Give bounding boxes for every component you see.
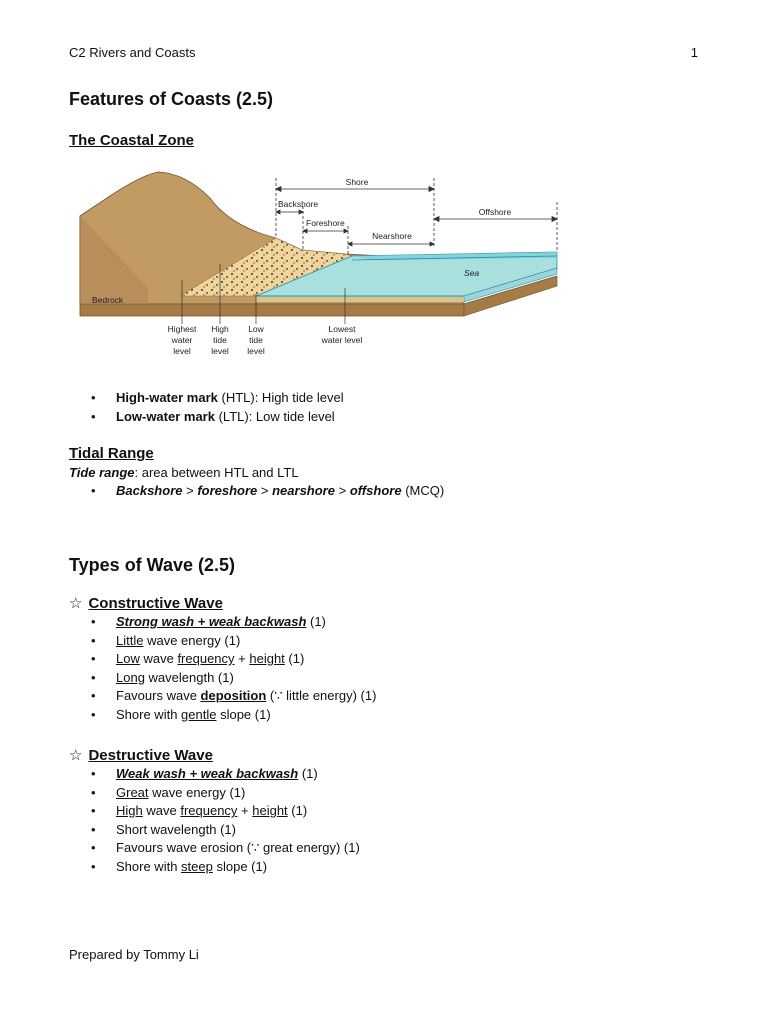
list-item: • Long wavelength (1) [69, 669, 376, 688]
destructive-wave-list [69, 765, 360, 877]
tide-range-definition: Tide range: area between HTL and LTL [69, 465, 299, 480]
level-high-tide-line2: tide [213, 335, 227, 345]
subtitle-constructive-wave: ☆ Constructive Wave [69, 595, 223, 612]
list-item: • High-water mark (HTL): High tide level [69, 389, 344, 408]
star-icon: ☆ [69, 595, 83, 612]
level-high-tide-line1: High [211, 324, 229, 334]
level-high-tide-line3: level [211, 346, 229, 356]
water-mark-list [69, 389, 344, 426]
tidal-order-list [69, 482, 444, 501]
label-offshore: Offshore [478, 207, 512, 217]
label-nearshore: Nearshore [372, 231, 412, 241]
level-highest-water-line2: water [171, 335, 193, 345]
level-lowest-water-line1: Lowest [328, 324, 356, 334]
list-item: • High wave frequency + height (1) [69, 802, 360, 821]
list-item: • Low-water mark (LTL): Low tide level [69, 408, 344, 427]
list-item: • Shore with gentle slope (1) [69, 706, 376, 725]
subtitle-tidal-range: Tidal Range [69, 445, 154, 462]
list-item: • Favours wave erosion (∵ great energy) (1) [69, 839, 360, 858]
list-item: • Weak wash + weak backwash (1) [69, 765, 360, 784]
list-item: • Shore with steep slope (1) [69, 858, 360, 877]
level-low-tide-line1: Low [248, 324, 264, 334]
list-item: • Strong wash + weak backwash (1) [69, 613, 376, 632]
list-item: • Favours wave deposition (∵ little energy) (1) [69, 687, 376, 706]
list-item: • Backshore > foreshore > nearshore > offshore (MCQ) [69, 482, 444, 501]
constructive-wave-list [69, 613, 376, 725]
header-title: C2 Rivers and Coasts [69, 45, 196, 60]
label-backshore: Backshore [278, 199, 319, 209]
footer-author: Prepared by Tommy Li [69, 947, 199, 962]
section-title-features: Features of Coasts (2.5) [69, 89, 274, 109]
level-highest-water-line1: Highest [167, 324, 197, 334]
subtitle-coastal-zone: The Coastal Zone [69, 132, 195, 149]
section-title-wave-types: Types of Wave (2.5) [69, 555, 236, 575]
label-foreshore: Foreshore [306, 218, 345, 228]
star-icon: ☆ [69, 747, 83, 764]
list-item: • Great wave energy (1) [69, 784, 360, 803]
coastal-zone-diagram [70, 168, 570, 368]
list-item: • Low wave frequency + height (1) [69, 650, 376, 669]
list-item: • Little wave energy (1) [69, 632, 376, 651]
list-item: • Short wavelength (1) [69, 821, 360, 840]
level-highest-water-line3: level [173, 346, 191, 356]
level-low-tide-line3: level [247, 346, 265, 356]
label-bedrock: Bedrock [92, 295, 124, 305]
subtitle-destructive-wave: ☆ Destructive Wave [69, 747, 213, 764]
page-number: 1 [690, 45, 698, 60]
label-sea: Sea [464, 268, 480, 278]
label-shore: Shore [345, 177, 369, 187]
level-lowest-water-line2: water level [321, 335, 363, 345]
level-low-tide-line2: tide [249, 335, 263, 345]
